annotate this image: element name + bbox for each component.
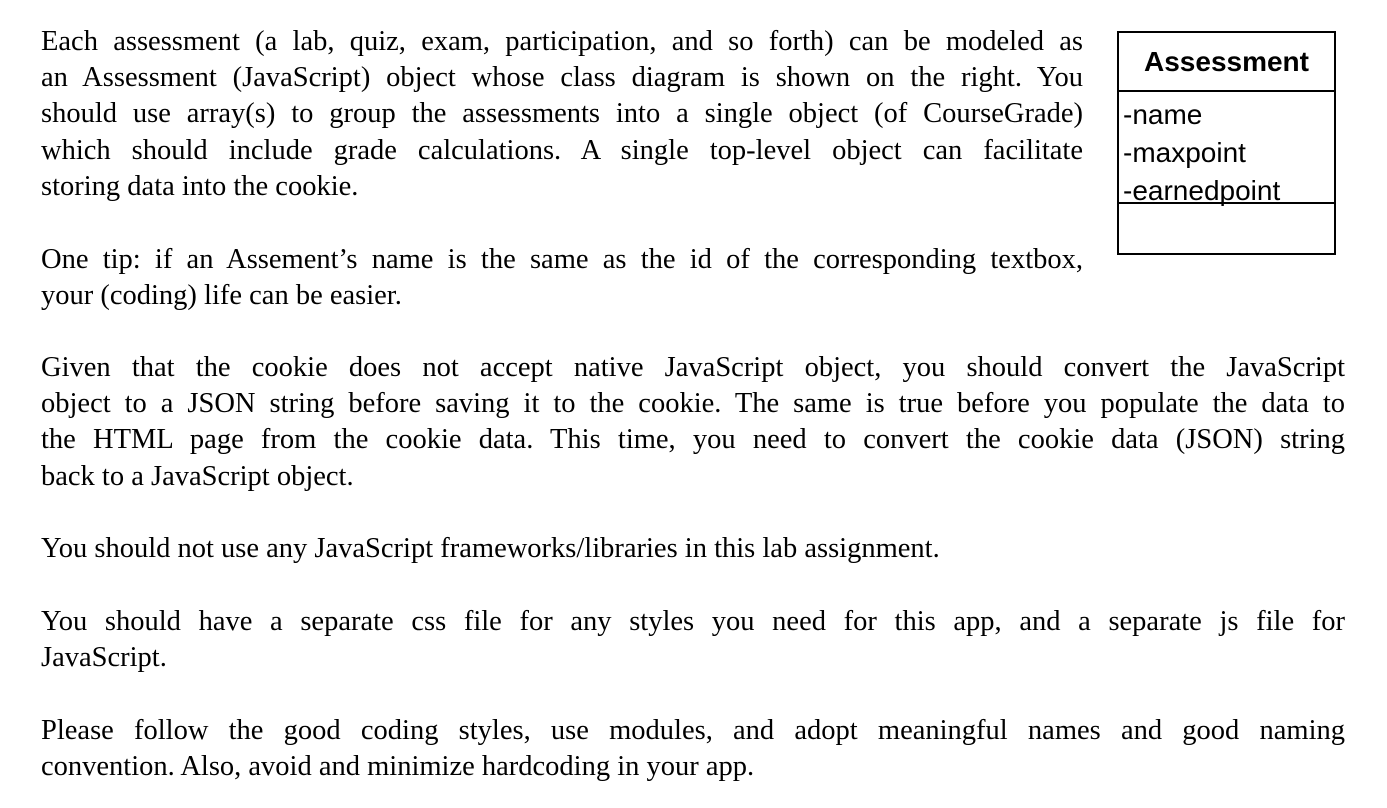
attribute-earnedpoint: -earnedpoint xyxy=(1123,175,1281,206)
paragraph-json-cookie xyxy=(41,350,1345,495)
attribute-maxpoint: -maxpoint xyxy=(1123,137,1246,168)
text-line: One tip: if an Assement’s name is the same as the id of the corresponding textbox, xyxy=(41,244,1083,275)
class-name: Assessment xyxy=(1119,33,1334,92)
class-operations xyxy=(1119,204,1334,253)
text-line: Each assessment (a lab, quiz, exam, participation, and so forth) can be modeled as xyxy=(41,26,1083,57)
text-line: your (coding) life can be easier. xyxy=(41,280,402,312)
text-line: Please follow the good coding styles, use modules, and adopt meaningful names and good naming xyxy=(41,715,1345,746)
text-line: You should have a separate css file for any styles you need for this app, and a separate js file for xyxy=(41,606,1345,637)
text-line: which should include grade calculations. A single top-level object can facilitate xyxy=(41,134,1083,166)
text-line: Given that the cookie does not accept native JavaScript object, you should convert the JavaScript xyxy=(41,352,1345,383)
class-attributes xyxy=(1119,92,1334,204)
text-line: convention. Also, avoid and minimize hardcoding in your app. xyxy=(41,751,755,783)
attribute-name: -name xyxy=(1123,99,1203,130)
paragraph-tip xyxy=(41,242,1083,314)
text-line: back to a JavaScript object. xyxy=(41,460,354,492)
text-line: storing data into the cookie. xyxy=(41,170,359,202)
paragraph-assessment-model xyxy=(41,24,1083,205)
text-line: object to a JSON string before saving it to the cookie. The same is true before you populate the data to xyxy=(41,388,1345,420)
paragraph-separate-files xyxy=(41,604,1345,676)
paragraph-no-frameworks xyxy=(41,531,1345,567)
text-line: JavaScript. xyxy=(41,642,167,674)
text-line: the HTML page from the cookie data. This time, you need to convert the cookie data (JSON) string xyxy=(41,424,1345,456)
text-line: an Assessment (JavaScript) object whose class diagram is shown on the right. You xyxy=(41,62,1083,94)
assessment-class-diagram xyxy=(1117,31,1336,255)
text-line: should use array(s) to group the assessments into a single object (of CourseGrade) xyxy=(41,98,1083,130)
paragraph-coding-style xyxy=(41,713,1345,785)
text-line: You should not use any JavaScript frameworks/libraries in this lab assignment. xyxy=(41,533,940,564)
